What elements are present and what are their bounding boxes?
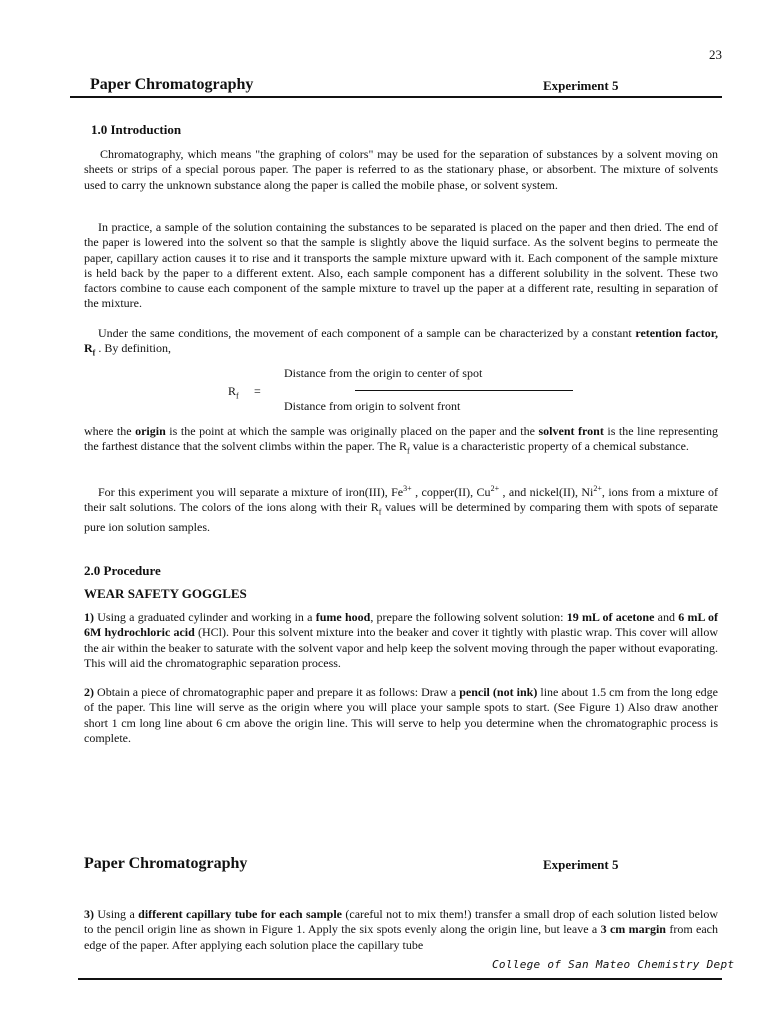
safety-notice: WEAR SAFETY GOGGLES (84, 586, 247, 601)
formula-lhs: $R_f$ (228, 384, 239, 401)
intro-paragraph-3: Under the same conditions, the movement of each component of a sample can be characterized by a constant retention factor, $R_f$ . By definition, (84, 326, 718, 358)
page-number: 23 (709, 47, 722, 62)
intro-paragraph-1: Chromatography, which means "the graphing of colors" may be used for the separation of substances by a solvent moving on sheets or strips of a special porous paper. The paper is referred to as the stationary phase, or absorbent. The mixture of solvents used to carry the unknown substance along the paper is called the mobile phase, or solvent system. (84, 147, 718, 192)
footer-rule (78, 978, 722, 980)
intro-paragraph-2: In practice, a sample of the solution containing the substances to be separated is placed on the paper and then dried. The end of the paper is lowered into the solvent so that the sample is slightly above the liquid surface. As the solvent begins to permeate the paper, capillary action causes it to rise and it transports the sample mixture upward with it. Each component of the sample mixture is held back by the paper to a different extent. Also, each sample component has a different solubility in the solvent. These two factors combine to cause each component of the sample mixture to travel up the paper at a different rate, resulting in separation of the mixture. (84, 220, 718, 311)
formula-numerator: Distance from the origin to center of spot (284, 366, 483, 380)
header-title: Paper Chromatography (90, 76, 254, 93)
intro-paragraph-4: where the origin is the point at which the sample was originally placed on the paper and the solvent front is the line representing the farthest distance that the solvent climbs within the paper. The $R_f$ value is a characteristic property of a chemical substance. (84, 424, 718, 456)
section-heading-procedure: 2.0 Procedure (84, 563, 161, 578)
fraction-line (355, 390, 573, 391)
footer-department: College of San Mateo Chemistry Dept (492, 958, 735, 971)
intro-paragraph-5: For this experiment you will separate a mixture of iron(III), $Fe^{3+}$ , copper(II), $Cu^{2+}$ , and nickel(II), $Ni^{2+}$, ions from a mixture of their salt solutions. The colors of the ions along with their $R_f$ values will be determined by comparing them with spots of separate pure ion solution samples. (84, 484, 719, 534)
formula-equals: = (254, 384, 261, 398)
procedure-step-1: 1) Using a graduated cylinder and working in a fume hood, prepare the following solvent solution: 19 mL of acetone and 6 mL of 6M hydrochloric acid (HCl). Pour this solvent mixture into the beaker and cover it tightly with plastic wrap. This cover will allow the air within the beaker to saturate with the solvent vapor and help keep the solvent moving through the paper without evaporating. This will aid the chromatographic separation process. (84, 610, 719, 670)
procedure-step-3: 3) Using a different capillary tube for each sample (careful not to mix them!) transfer a small drop of each solution listed below to the pencil origin line as shown in Figure 1. Apply the six spots evenly along the origin line, but leave a 3 cm margin from each edge of the paper. After applying each solution place the capillary tube (84, 907, 718, 952)
procedure-step-2: 2) Obtain a piece of chromatographic paper and prepare it as follows: Draw a pencil (not ink) line about 1.5 cm from the long edge of the paper. This line will serve as the origin where you will place your sample spots to start. (See Figure 1) Also draw another short 1 cm long line about 6 cm above the origin line. This will serve to help you determine when the chromatographic process is complete. (84, 685, 718, 745)
section-heading-introduction: 1.0 Introduction (91, 122, 182, 137)
formula-denominator: Distance from origin to solvent front (284, 399, 461, 413)
header-experiment: Experiment 5 (543, 78, 619, 93)
header-rule (70, 96, 722, 98)
header-title-2: Paper Chromatography (84, 855, 248, 872)
header-experiment-2: Experiment 5 (543, 857, 619, 872)
